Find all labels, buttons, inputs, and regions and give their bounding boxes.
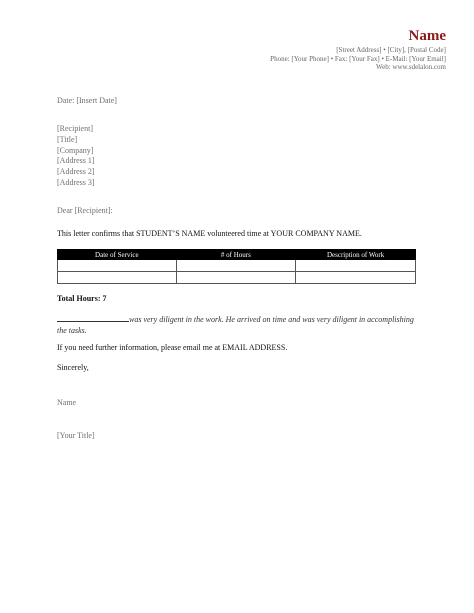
table-row xyxy=(58,272,416,284)
table-cell xyxy=(176,260,296,272)
address-line: [Street Address] • [City], [Postal Code] xyxy=(336,46,446,54)
web-line: Web: www.sdelalon.com xyxy=(376,63,446,72)
salutation: Dear [Recipient]: xyxy=(57,206,113,215)
intro-paragraph: This letter confirms that STUDENT’S NAME volunteered time at YOUR COMPANY NAME. xyxy=(57,229,362,238)
col-hours: # of Hours xyxy=(176,250,296,260)
col-date-of-service: Date of Service xyxy=(58,250,177,260)
recipient-line: [Company] xyxy=(57,145,94,155)
contact-block xyxy=(270,46,446,72)
date-line: Date: [Insert Date] xyxy=(57,96,117,105)
table-cell xyxy=(296,272,416,284)
student-name-blank xyxy=(57,313,129,322)
sender-name: Name xyxy=(408,28,446,44)
total-hours: Total Hours: 7 xyxy=(57,294,107,303)
table-header-row xyxy=(58,250,416,260)
recipient-line: [Address 3] xyxy=(57,177,95,187)
phone-line: Phone: [Your Phone] • Fax: [Your Fax] • E-Mail: [Your Email] xyxy=(270,54,446,63)
table-row xyxy=(58,260,416,272)
table-cell xyxy=(58,260,177,272)
recipient-line: [Address 1] xyxy=(57,156,95,166)
signature-name: Name xyxy=(57,398,77,407)
recipient-line: [Title] xyxy=(57,134,78,144)
service-table xyxy=(57,249,416,284)
col-description: Description of Work xyxy=(296,250,416,260)
further-info: If you need further information, please email me at EMAIL ADDRESS. xyxy=(57,343,288,352)
closing: Sincerely, xyxy=(57,363,89,372)
recipient-line: [Recipient] xyxy=(57,124,93,133)
table-cell xyxy=(58,272,177,284)
your-title: [Your Title] xyxy=(57,431,95,440)
diligence-paragraph xyxy=(57,313,422,336)
diligence-text: was very diligent in the work. He arrived on time and was very diligent in accomplishing the tasks. xyxy=(57,315,414,335)
recipient-block xyxy=(57,124,95,189)
table-cell xyxy=(296,260,416,272)
table-cell xyxy=(176,272,296,284)
recipient-line: [Address 2] xyxy=(57,167,95,177)
